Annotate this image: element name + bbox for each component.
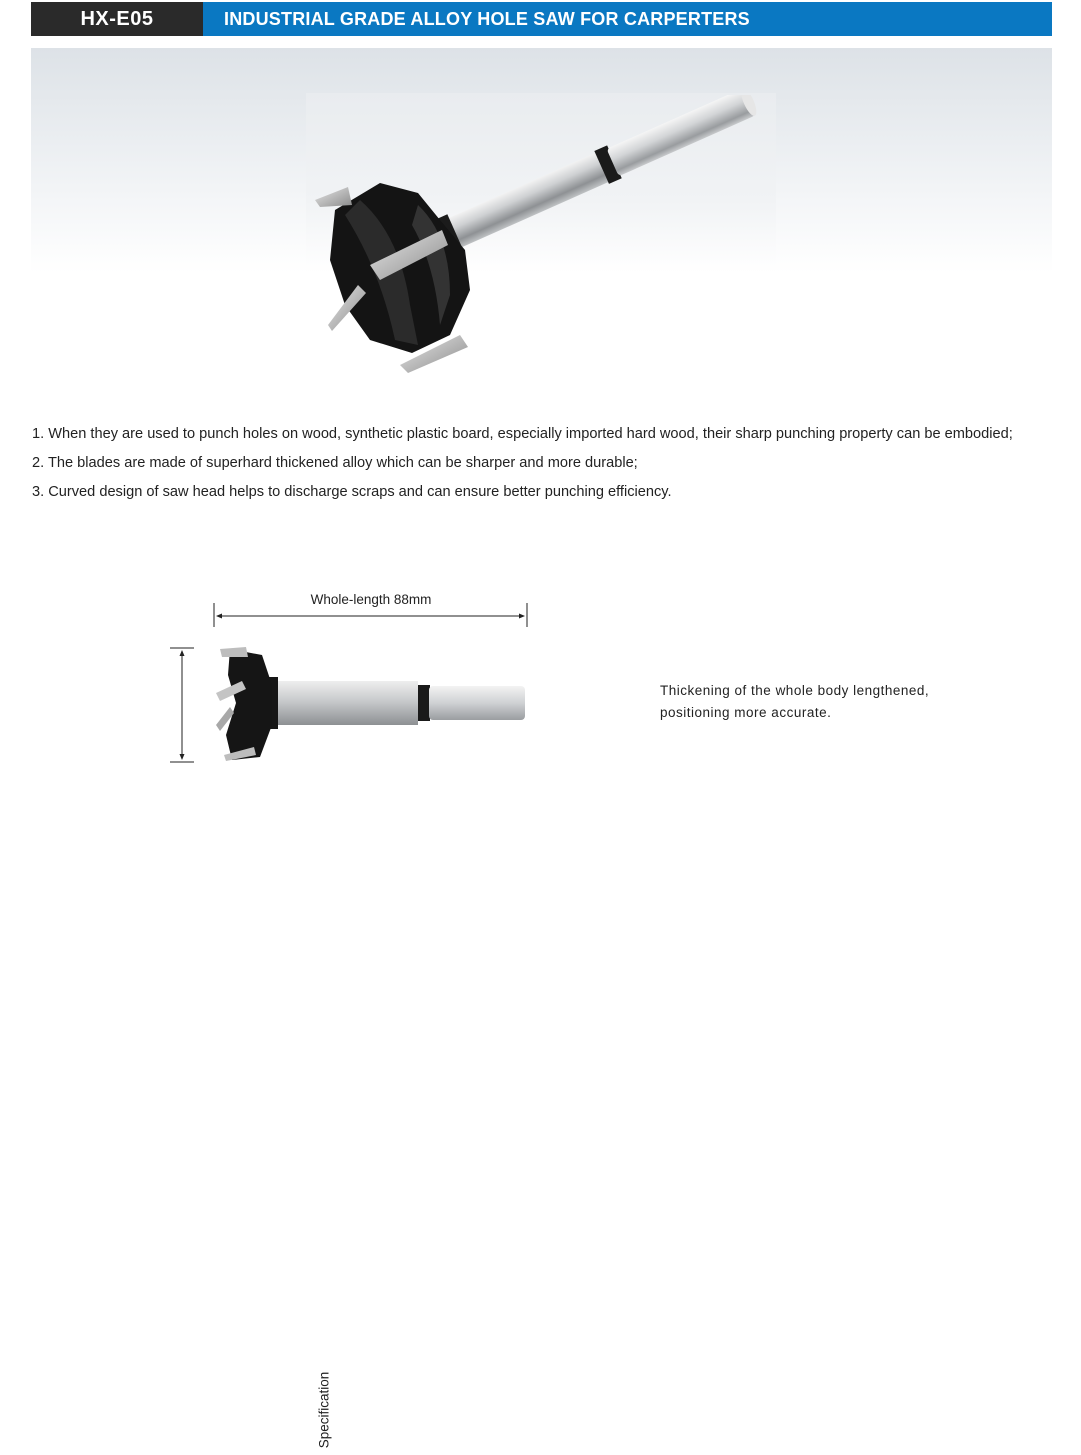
product-title: INDUSTRIAL GRADE ALLOY HOLE SAW FOR CARPERTERS bbox=[203, 2, 1052, 36]
drawing-tool bbox=[216, 647, 525, 761]
feature-item: 3. Curved design of saw head helps to discharge scraps and can ensure better punching efficiency. bbox=[32, 484, 672, 500]
hole-saw-product-image bbox=[300, 95, 770, 375]
specification-label: Specification bbox=[316, 1371, 332, 1449]
shaft-body bbox=[443, 151, 611, 249]
blade-top bbox=[315, 187, 352, 207]
drawing-head bbox=[226, 649, 272, 760]
feature-list bbox=[32, 420, 1032, 507]
model-code: HX-E05 bbox=[31, 2, 203, 36]
note-line-1: Thickening of the whole body lengthened, bbox=[660, 683, 930, 698]
whole-length-label: Whole-length 88mm bbox=[310, 592, 432, 607]
header-bar bbox=[31, 2, 1052, 36]
hole-saw-dimension-drawing bbox=[150, 585, 550, 770]
saw-head bbox=[315, 183, 470, 373]
shank bbox=[607, 95, 756, 176]
note-line-2: positioning more accurate. bbox=[660, 704, 832, 720]
drawing-shank bbox=[429, 686, 525, 720]
drawing-ring bbox=[418, 685, 430, 721]
feature-item: 2. The blades are made of superhard thickened alloy which can be sharper and more durable; bbox=[32, 455, 638, 471]
drawing-shaft bbox=[276, 681, 418, 725]
specification-dimension bbox=[170, 648, 194, 762]
feature-note bbox=[660, 680, 929, 723]
feature-item: 1. When they are used to punch holes on wood, synthetic plastic board, especially imported hard wood, their sharp punching property can be embodied; bbox=[32, 426, 1013, 442]
